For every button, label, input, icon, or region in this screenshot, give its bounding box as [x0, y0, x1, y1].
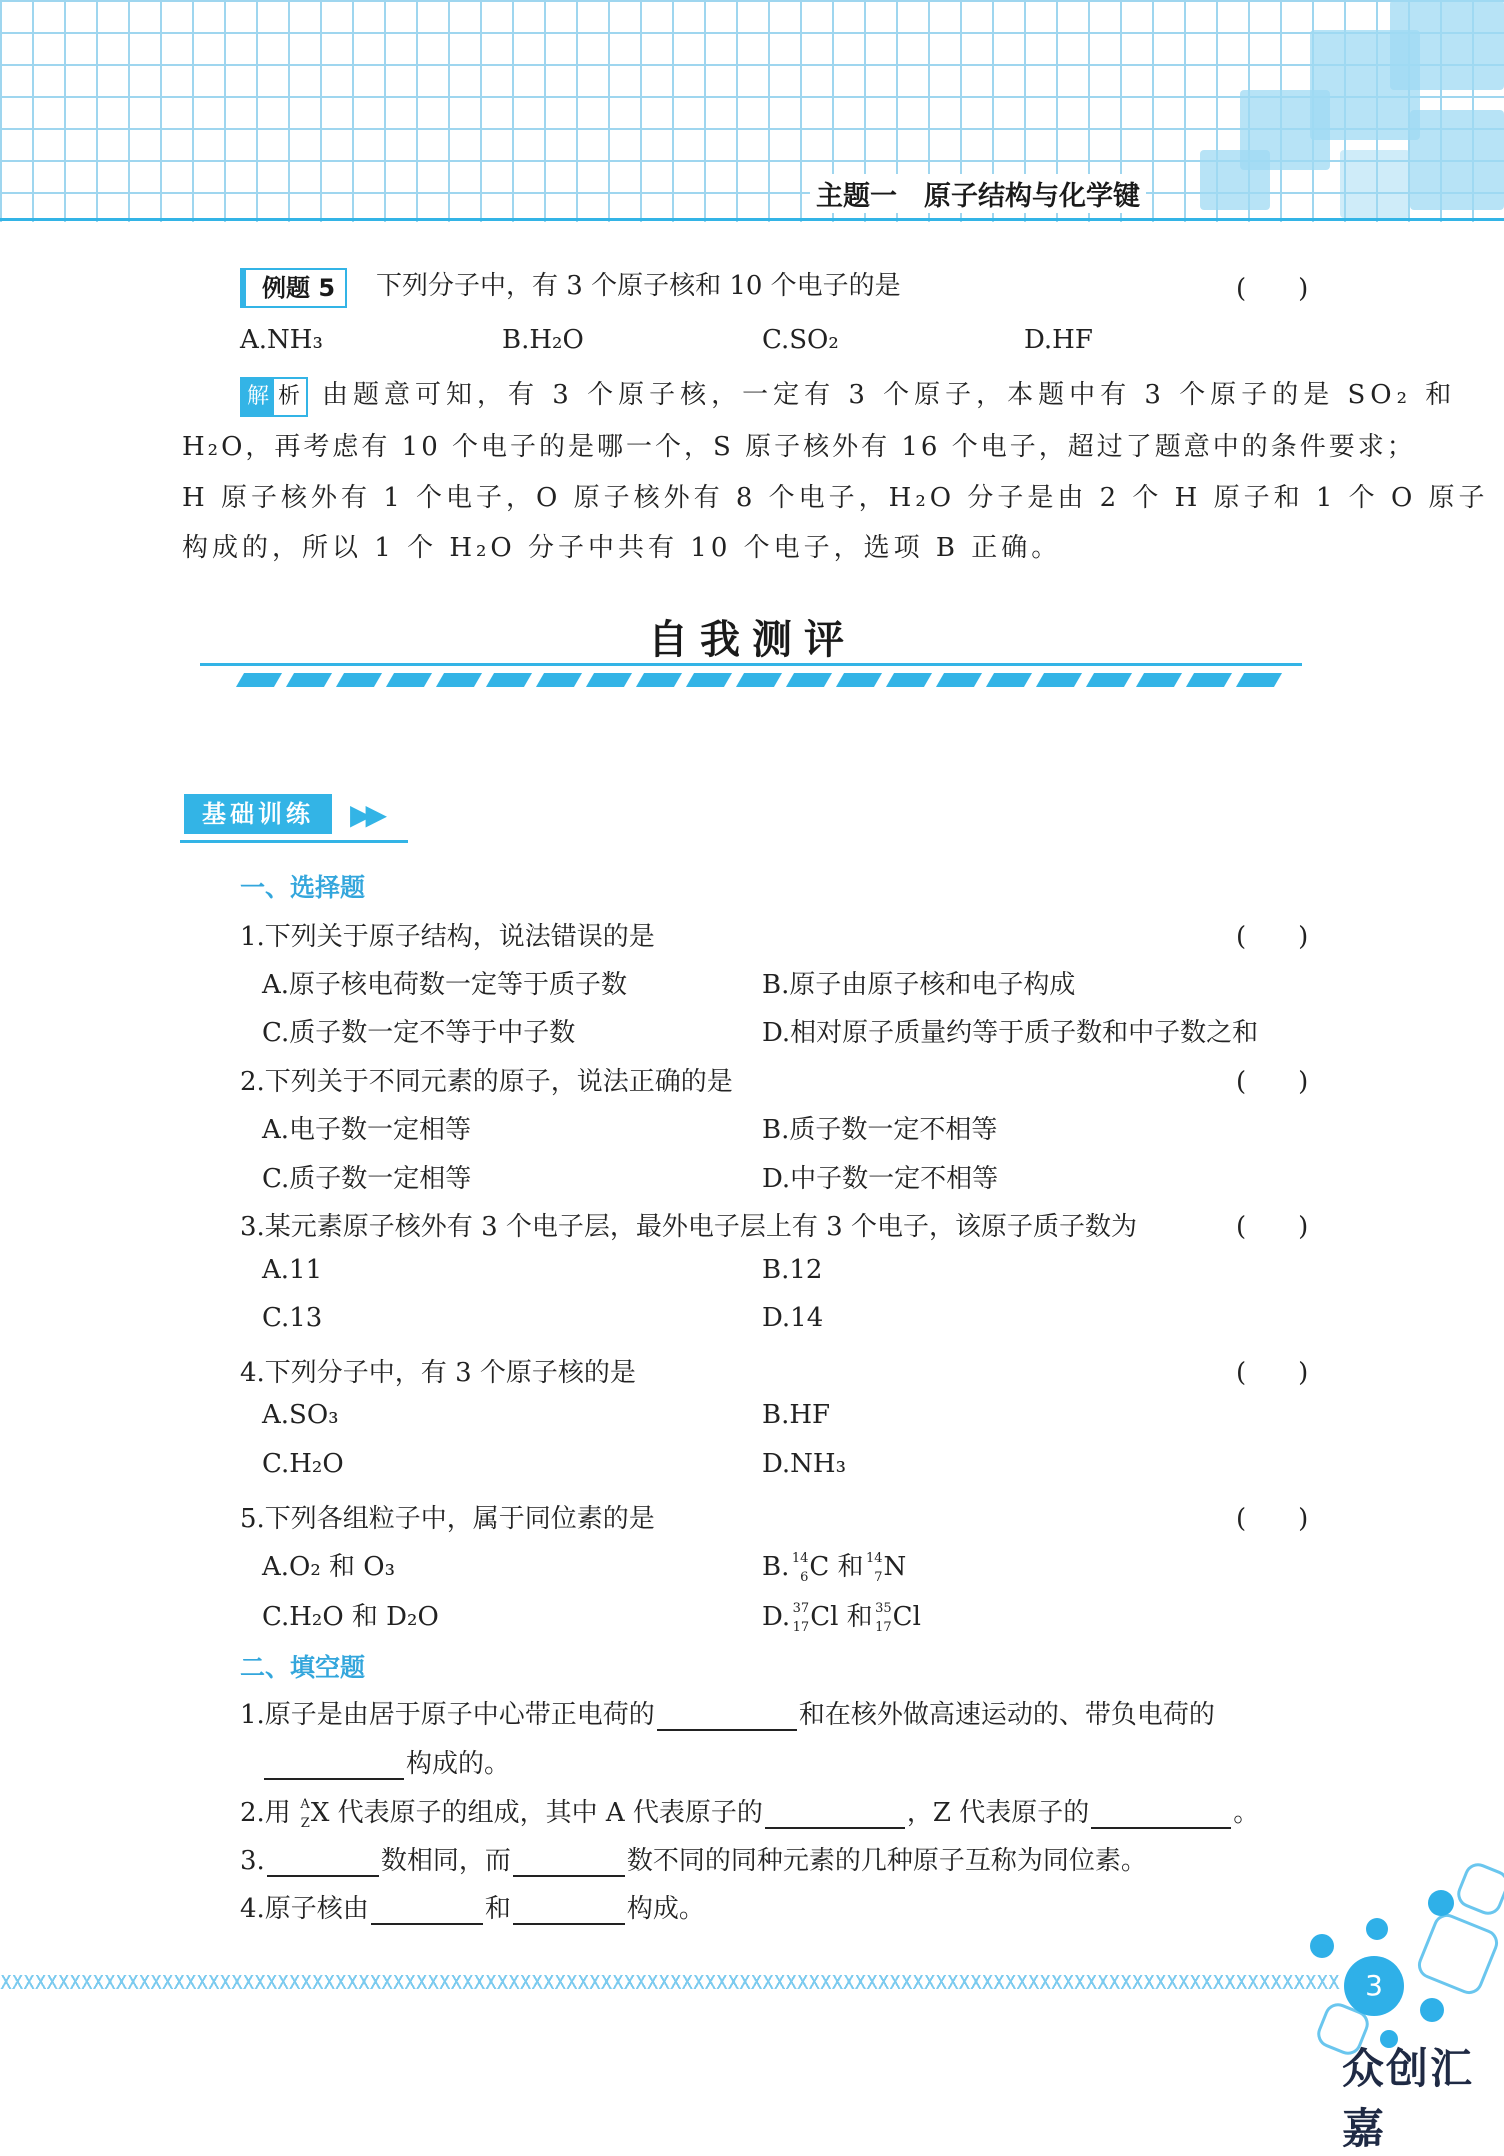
analysis-line-4: 构成的，所以 1 个 H₂O 分子中共有 10 个电子，选项 B 正确。 — [182, 533, 1062, 563]
dash-segment — [636, 673, 682, 687]
option-prefix: B. — [762, 1552, 790, 1582]
dash-segment — [586, 673, 632, 687]
question-4-stem: 4.下列分子中，有 3 个原子核的是 — [240, 1358, 636, 1388]
footer-decor — [1366, 1918, 1388, 1940]
dash-segment — [1136, 673, 1182, 687]
footer-pattern — [0, 1975, 1340, 1989]
question-4-option-b: B.HF — [762, 1400, 831, 1430]
text: 和 — [484, 1894, 511, 1924]
dash-segment — [1086, 673, 1132, 687]
question-5-option-c: C.H₂O 和 D₂O — [262, 1602, 439, 1632]
question-2-option-b: B.质子数一定不相等 — [762, 1115, 998, 1145]
atomic-number: 7 — [874, 1570, 883, 1585]
question-1-option-b: B.原子由原子核和电子构成 — [762, 970, 1076, 1000]
dash-segment — [1236, 673, 1282, 687]
nuclide-notation — [864, 1553, 884, 1583]
nuclide-notation — [790, 1603, 810, 1633]
double-arrow-icon: ▶▶ — [350, 798, 382, 831]
header-rule — [0, 218, 1504, 221]
dash-segment — [1186, 673, 1232, 687]
question-3-option-b: B.12 — [762, 1255, 823, 1285]
question-3-stem: 3.某元素原子核外有 3 个电子层，最外电子层上有 3 个电子，该原子质子数为 — [240, 1212, 1137, 1242]
example-badge: 例题 5 — [240, 268, 347, 308]
answer-paren: ( ) — [1236, 1504, 1309, 1534]
basic-training-label: 基础训练 — [184, 794, 332, 834]
fill-question-4 — [240, 1888, 705, 1925]
answer-blank[interactable] — [267, 1849, 379, 1877]
nuclide-notation — [789, 1553, 809, 1583]
dash-segment — [986, 673, 1032, 687]
atomic-number: Z — [300, 1816, 310, 1831]
example-option-c: C.SO₂ — [762, 325, 839, 355]
answer-blank[interactable] — [371, 1897, 483, 1925]
section-title: 自我测评 — [648, 617, 856, 663]
dash-segment — [1036, 673, 1082, 687]
answer-blank[interactable] — [264, 1752, 404, 1780]
dash-segment — [436, 673, 482, 687]
answer-blank[interactable] — [513, 1849, 625, 1877]
header-decor — [1410, 110, 1504, 210]
footer-decor — [1428, 1890, 1454, 1916]
atomic-number: 17 — [875, 1620, 892, 1635]
answer-blank[interactable] — [513, 1897, 625, 1925]
section-rule — [200, 663, 1302, 666]
answer-paren: ( ) — [1236, 1067, 1309, 1097]
fill-question-3 — [240, 1840, 1147, 1877]
question-1-stem: 1.下列关于原子结构，说法错误的是 — [240, 922, 655, 952]
text: X 代表原子的组成，其中 A 代表原子的 — [310, 1798, 763, 1828]
example-option-b: B.H₂O — [502, 325, 584, 355]
choice-heading: 一、选择题 — [240, 873, 366, 902]
dash-segment — [486, 673, 532, 687]
text: 3. — [240, 1846, 265, 1876]
atomic-number: 6 — [800, 1570, 809, 1585]
question-4-option-d: D.NH₃ — [762, 1449, 847, 1479]
running-header-title: 主题一 原子结构与化学键 — [810, 174, 1146, 213]
answer-blank[interactable] — [1091, 1801, 1231, 1829]
footer-decor — [1414, 1910, 1503, 1999]
example-question: 下列分子中，有 3 个原子核和 10 个电子的是 — [376, 271, 901, 301]
basic-training-badge — [180, 788, 408, 843]
dash-segment — [386, 673, 432, 687]
header-decor — [1200, 150, 1270, 210]
answer-paren: ( ) — [1236, 274, 1309, 304]
text: 。 — [1233, 1798, 1260, 1828]
header-decor — [1340, 150, 1410, 218]
section-dash-row — [240, 673, 1270, 689]
dash-segment — [536, 673, 582, 687]
option-prefix: D. — [762, 1602, 791, 1632]
text: 数不同的同种元素的几种原子互称为同位素。 — [626, 1846, 1147, 1876]
analysis-line-3: H 原子核外有 1 个电子，O 原子核外有 8 个电子，H₂O 分子是由 2 个 H 原子和 1 个 O 原子 — [182, 483, 1489, 513]
dash-segment — [736, 673, 782, 687]
dash-segment — [336, 673, 382, 687]
dash-segment — [236, 673, 282, 687]
mass-number: 37 — [792, 1601, 810, 1616]
text: 构成。 — [626, 1894, 705, 1924]
mass-number: 35 — [875, 1601, 892, 1616]
example-option-a: A.NH₃ — [240, 325, 323, 355]
text: 构成的。 — [406, 1749, 511, 1779]
question-5-stem: 5.下列各组粒子中，属于同位素的是 — [240, 1504, 655, 1534]
question-2-option-d: D.中子数一定不相等 — [762, 1164, 999, 1194]
element-symbol: N — [883, 1552, 907, 1582]
text: 和在核外做高速运动的、带负电荷的 — [798, 1700, 1215, 1730]
question-1-option-a: A.原子核电荷数一定等于质子数 — [262, 970, 628, 1000]
dash-segment — [786, 673, 832, 687]
dash-segment — [286, 673, 332, 687]
question-5-option-a: A.O₂ 和 O₃ — [262, 1552, 396, 1582]
text: 4.原子核由 — [240, 1894, 369, 1924]
fill-heading: 二、填空题 — [240, 1653, 366, 1682]
mass-number: A — [300, 1797, 310, 1812]
footer-decor — [1453, 1859, 1504, 1919]
answer-paren: ( ) — [1236, 1212, 1309, 1242]
question-2-option-c: C.质子数一定相等 — [262, 1164, 472, 1194]
question-3-option-a: A.11 — [262, 1255, 323, 1285]
answer-paren: ( ) — [1236, 922, 1309, 952]
watermark: 众创汇嘉 — [1342, 2044, 1475, 2153]
question-5-option-d — [762, 1596, 921, 1633]
answer-blank[interactable] — [657, 1703, 797, 1731]
analysis-badge-char-1: 解 — [242, 379, 274, 415]
element-symbol: Cl 和 — [810, 1602, 873, 1632]
nuclide-notation — [291, 1799, 311, 1829]
question-1-option-d: D.相对原子质量约等于质子数和中子数之和 — [762, 1018, 1259, 1048]
example-option-d: D.HF — [1024, 325, 1093, 355]
footer-decor — [1420, 1998, 1444, 2022]
question-3-option-c: C.13 — [262, 1303, 323, 1333]
nuclide-notation — [873, 1603, 893, 1633]
question-5-option-b — [762, 1546, 906, 1583]
analysis-badge — [240, 377, 308, 417]
text: 2.用 — [240, 1798, 291, 1828]
element-symbol: C 和 — [809, 1552, 864, 1582]
element-symbol: Cl — [892, 1602, 921, 1632]
mass-number: 14 — [791, 1551, 809, 1566]
question-4-option-c: C.H₂O — [262, 1449, 344, 1479]
fill-question-2 — [240, 1792, 1259, 1829]
header-decor — [1390, 0, 1504, 90]
text: ，Z 代表原子的 — [906, 1798, 1090, 1828]
analysis-badge-char-2: 析 — [277, 384, 300, 409]
dash-segment — [686, 673, 732, 687]
question-2-stem: 2.下列关于不同元素的原子，说法正确的是 — [240, 1067, 733, 1097]
dash-segment — [836, 673, 882, 687]
question-3-option-d: D.14 — [762, 1303, 824, 1333]
question-2-option-a: A.电子数一定相等 — [262, 1115, 472, 1145]
fill-question-1 — [240, 1694, 1215, 1731]
question-1-option-c: C.质子数一定不等于中子数 — [262, 1018, 576, 1048]
footer-decor — [1310, 1934, 1334, 1958]
text: 数相同，而 — [380, 1846, 511, 1876]
answer-blank[interactable] — [765, 1801, 905, 1829]
page-number: 3 — [1344, 1956, 1404, 2016]
answer-paren: ( ) — [1236, 1358, 1309, 1388]
fill-question-1-cont — [262, 1743, 510, 1780]
dash-segment — [886, 673, 932, 687]
dash-segment — [936, 673, 982, 687]
mass-number: 14 — [866, 1551, 883, 1566]
question-4-option-a: A.SO₃ — [262, 1400, 339, 1430]
text: 1.原子是由居于原子中心带正电荷的 — [240, 1700, 655, 1730]
analysis-line-2: H₂O，再考虑有 10 个电子的是哪一个，S 原子核外有 16 个电子，超过了题意中的条件要求； — [182, 432, 1416, 462]
atomic-number: 17 — [792, 1620, 810, 1635]
analysis-line-1: 由题意可知，有 3 个原子核，一定有 3 个原子，本题中有 3 个原子的是 SO₂ 和 — [322, 380, 1457, 410]
